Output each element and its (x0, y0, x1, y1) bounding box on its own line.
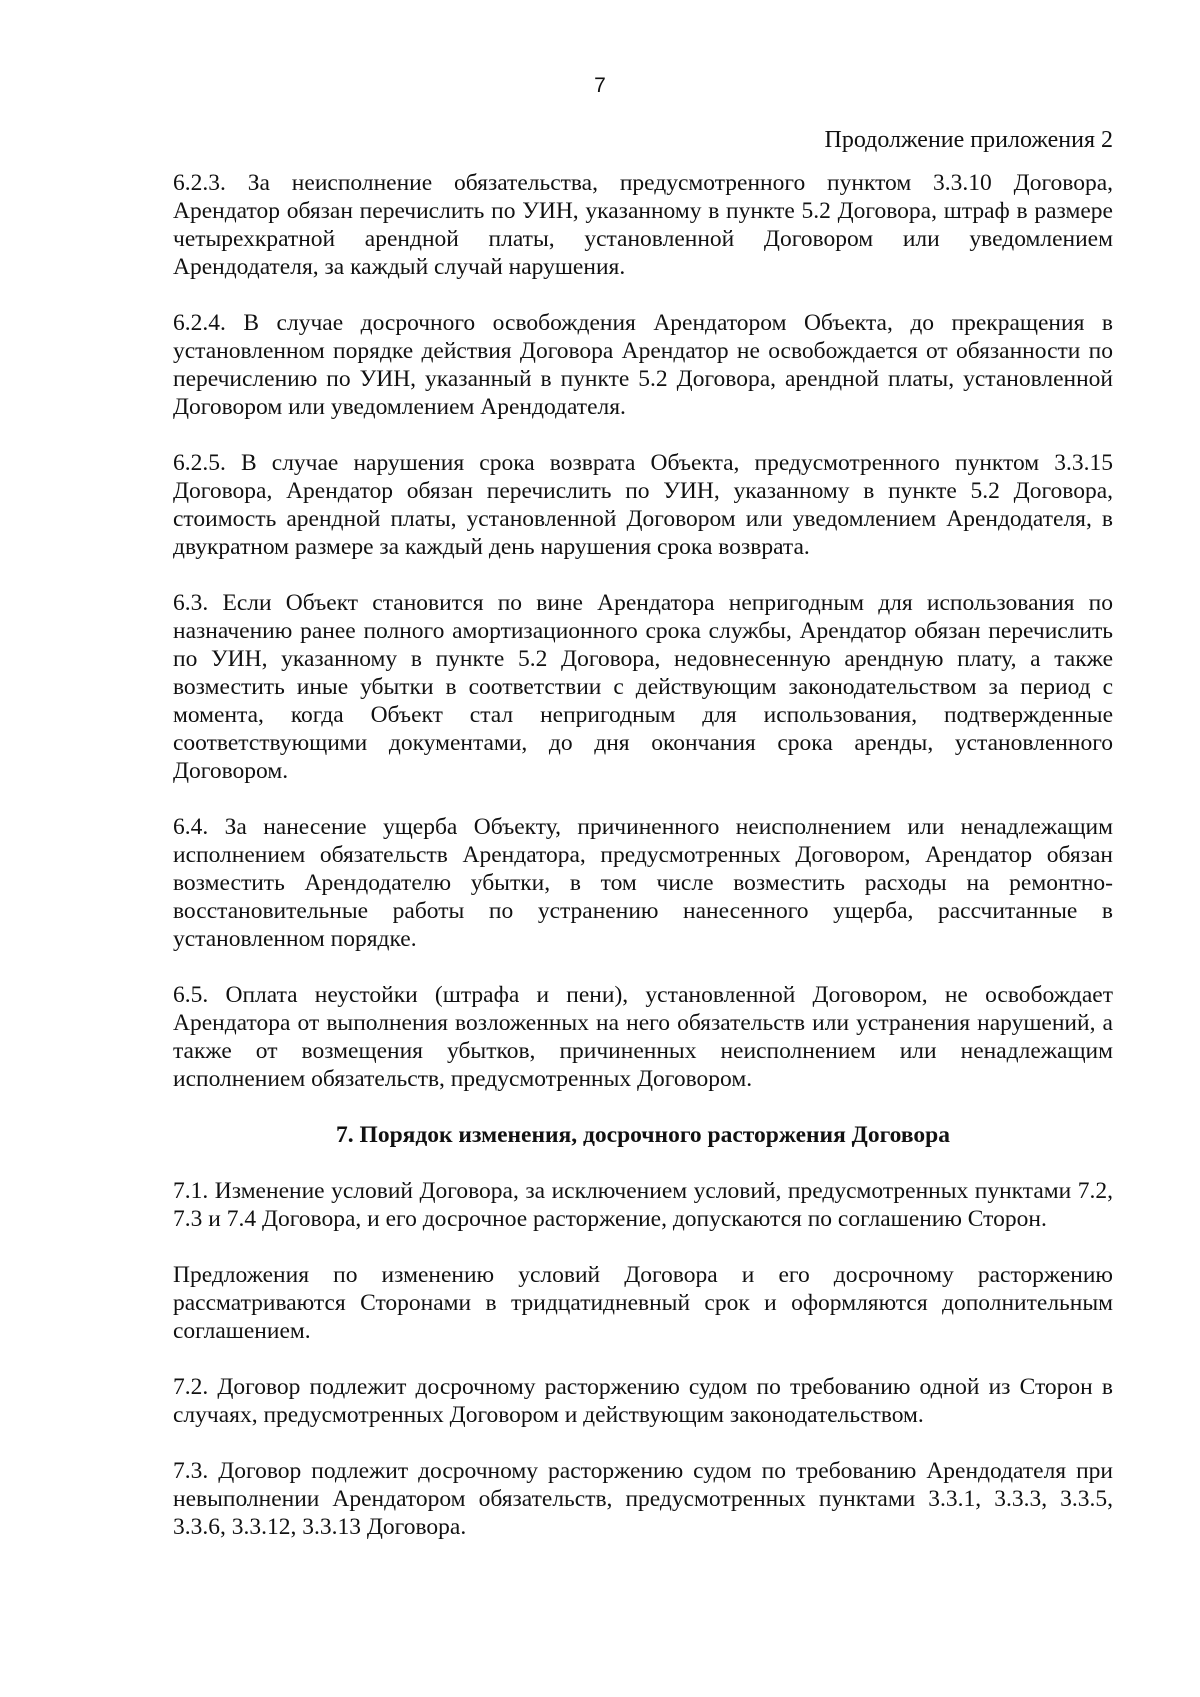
paragraph-6-3: 6.3. Если Объект становится по вине Арендатора непригодным для использования по назначению ранее полного амортизационного срока службы, Арендатор обязан перечислить по УИН, указанному в пункте 5.2 Договора, недовнесенную арендную плату, а также возместить иные убытки в соответствии с действующим законодательством за период с момента, когда Объект стал непригодным для использования, подтвержденные соответствующими документами, до дня окончания срока аренды, установленного Договором. (173, 590, 1113, 784)
section-7-heading: 7. Порядок изменения, досрочного расторжения Договора (336, 1122, 950, 1148)
paragraph-7-3: 7.3. Договор подлежит досрочному расторжению судом по требованию Арендодателя при невыполнении Арендатором обязательств, предусмотренных пунктами 3.3.1, 3.3.3, 3.3.5, 3.3.6, 3.3.12, 3.3.13 Договора. (173, 1458, 1113, 1540)
paragraph-7-2: 7.2. Договор подлежит досрочному расторжению судом по требованию одной из Сторон в случаях, предусмотренных Договором и действующим законодательством. (173, 1374, 1113, 1428)
page-number: 7 (594, 74, 606, 97)
paragraph-6-4: 6.4. За нанесение ущерба Объекту, причиненного неисполнением или ненадлежащим исполнением обязательств Арендатора, предусмотренных Договором, Арендатор обязан возместить Арендодателю убытки, в том числе возместить расходы на ремонтно-восстановительные работы по устранению нанесенного ущерба, рассчитанные в установленном порядке. (173, 814, 1113, 952)
paragraph-6-2-3: 6.2.3. За неисполнение обязательства, предусмотренного пунктом 3.3.10 Договора, Арендатор обязан перечислить по УИН, указанному в пункте 5.2 Договора, штраф в размере четырехкратной арендной платы, установленной Договором или уведомлением Арендодателя, за каждый случай нарушения. (173, 170, 1113, 280)
paragraph-6-5: 6.5. Оплата неустойки (штрафа и пени), установленной Договором, не освобождает Арендатора от выполнения возложенных на него обязательств или устранения нарушений, а также от возмещения убытков, причиненных неисполнением или ненадлежащим исполнением обязательств, предусмотренных Договором. (173, 982, 1113, 1092)
paragraph-6-2-4: 6.2.4. В случае досрочного освобождения Арендатором Объекта, до прекращения в установленном порядке действия Договора Арендатор не освобождается от обязанности по перечислению по УИН, указанный в пункте 5.2 Договора, арендной платы, установленной Договором или уведомлением Арендодателя. (173, 310, 1113, 420)
paragraph-6-2-5: 6.2.5. В случае нарушения срока возврата Объекта, предусмотренного пунктом 3.3.15 Договора, Арендатор обязан перечислить по УИН, указанному в пункте 5.2 Договора, стоимость арендной платы, установленной Договором или уведомлением Арендодателя, в двукратном размере за каждый день нарушения срока возврата. (173, 450, 1113, 560)
paragraph-7-1-proposals: Предложения по изменению условий Договора и его досрочному расторжению рассматриваются Сторонами в тридцатидневный срок и оформляются дополнительным соглашением. (173, 1262, 1113, 1344)
paragraph-7-1: 7.1. Изменение условий Договора, за исключением условий, предусмотренных пунктами 7.2, 7.3 и 7.4 Договора, и его досрочное расторжение, допускаются по соглашению Сторон. (173, 1178, 1113, 1232)
document-body (173, 169, 1113, 1541)
appendix-continuation-label: Продолжение приложения 2 (824, 127, 1113, 153)
